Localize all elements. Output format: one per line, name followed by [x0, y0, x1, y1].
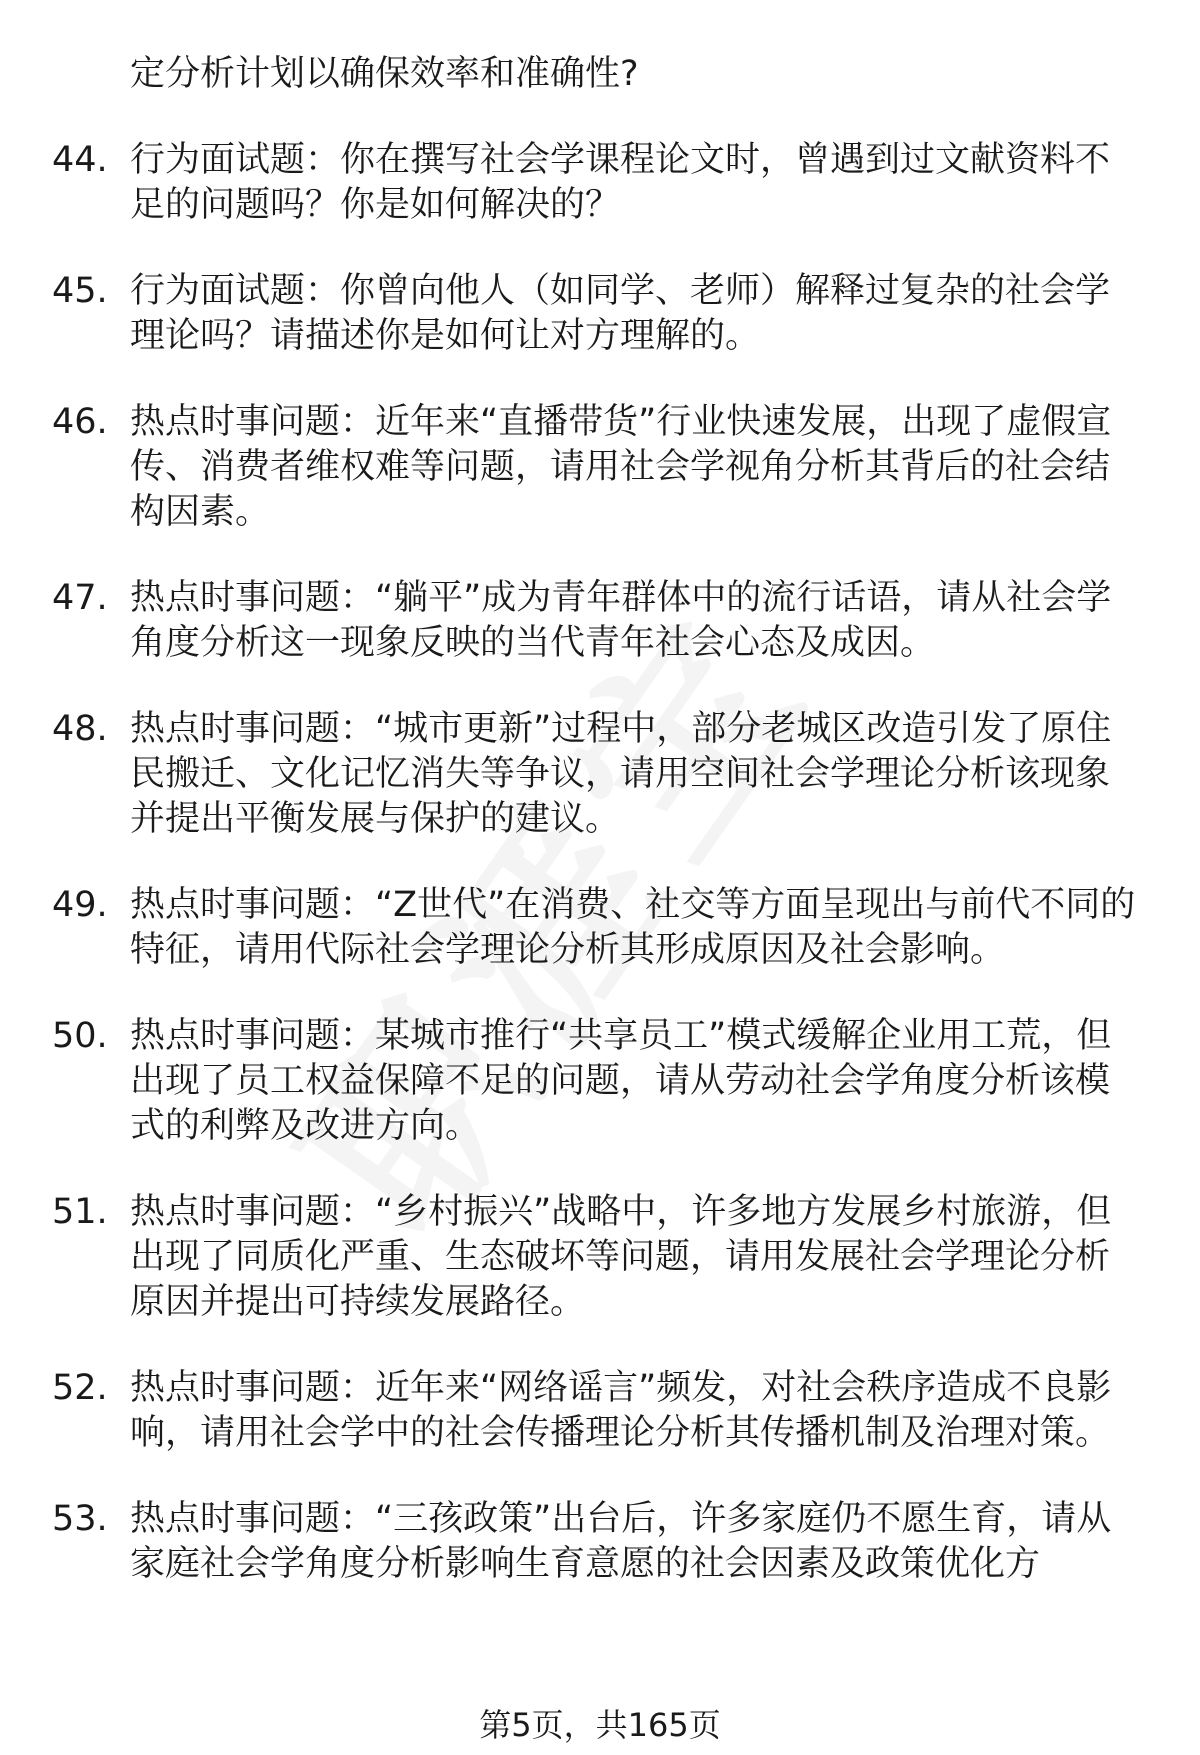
question-number: 52.: [52, 1368, 108, 1408]
question-text: 定分析计划以确保效率和准确性?: [130, 54, 639, 94]
question-item-51: [0, 1190, 1200, 1325]
question-number: 46.: [52, 402, 108, 442]
question-text: 行为面试题：你在撰写社会学课程论文时，曾遇到过文献资料不足的问题吗？你是如何解决的？: [130, 140, 1111, 225]
question-number: 53.: [52, 1499, 108, 1539]
question-item-46: [0, 400, 1200, 535]
question-item-53: [0, 1497, 1200, 1587]
question-number: 49.: [52, 885, 108, 925]
question-item-48: [0, 707, 1200, 842]
question-item-49: [0, 883, 1200, 973]
question-number: 48.: [52, 709, 108, 749]
question-continuation: [0, 52, 1200, 97]
question-number: 45.: [52, 271, 108, 311]
question-item-45: [0, 269, 1200, 359]
question-item-50: [0, 1014, 1200, 1149]
question-text: 热点时事问题：“乡村振兴”战略中，许多地方发展乡村旅游，但出现了同质化严重、生态破坏等问题，请用发展社会学理论分析原因并提出可持续发展路径。: [130, 1192, 1112, 1322]
question-text: 行为面试题：你曾向他人（如同学、老师）解释过复杂的社会学理论吗？请描述你是如何让对方理解的。: [130, 271, 1111, 356]
question-item-47: [0, 576, 1200, 666]
question-item-44: [0, 138, 1200, 228]
question-text: 热点时事问题：近年来“直播带货”行业快速发展，出现了虚假宣传、消费者维权难等问题，请用社会学视角分析其背后的社会结构因素。: [130, 402, 1112, 532]
question-text: 热点时事问题：近年来“网络谣言”频发，对社会秩序造成不良影响，请用社会学中的社会传播理论分析其传播机制及治理对策。: [130, 1368, 1112, 1453]
question-text: 热点时事问题：“Z世代”在消费、社交等方面呈现出与前代不同的特征，请用代际社会学理论分析其形成原因及社会影响。: [130, 885, 1136, 970]
question-list: [0, 52, 1200, 1628]
question-number: 47.: [52, 578, 108, 618]
page-footer: 第5页，共165页: [479, 1706, 721, 1744]
question-text: 热点时事问题：“三孩政策”出台后，许多家庭仍不愿生育，请从家庭社会学角度分析影响生育意愿的社会因素及政策优化方: [130, 1499, 1112, 1584]
question-text: 热点时事问题：“城市更新”过程中，部分老城区改造引发了原住民搬迁、文化记忆消失等争议，请用空间社会学理论分析该现象并提出平衡发展与保护的建议。: [130, 709, 1112, 839]
question-number: 51.: [52, 1192, 108, 1232]
question-text: 热点时事问题：某城市推行“共享员工”模式缓解企业用工荒，但出现了员工权益保障不足的问题，请从劳动社会学角度分析该模式的利弊及改进方向。: [130, 1016, 1112, 1146]
question-text: 热点时事问题：“躺平”成为青年群体中的流行话语，请从社会学角度分析这一现象反映的当代青年社会心态及成因。: [130, 578, 1112, 663]
question-item-52: [0, 1366, 1200, 1456]
question-number: 50.: [52, 1016, 108, 1056]
question-number: 44.: [52, 140, 108, 180]
